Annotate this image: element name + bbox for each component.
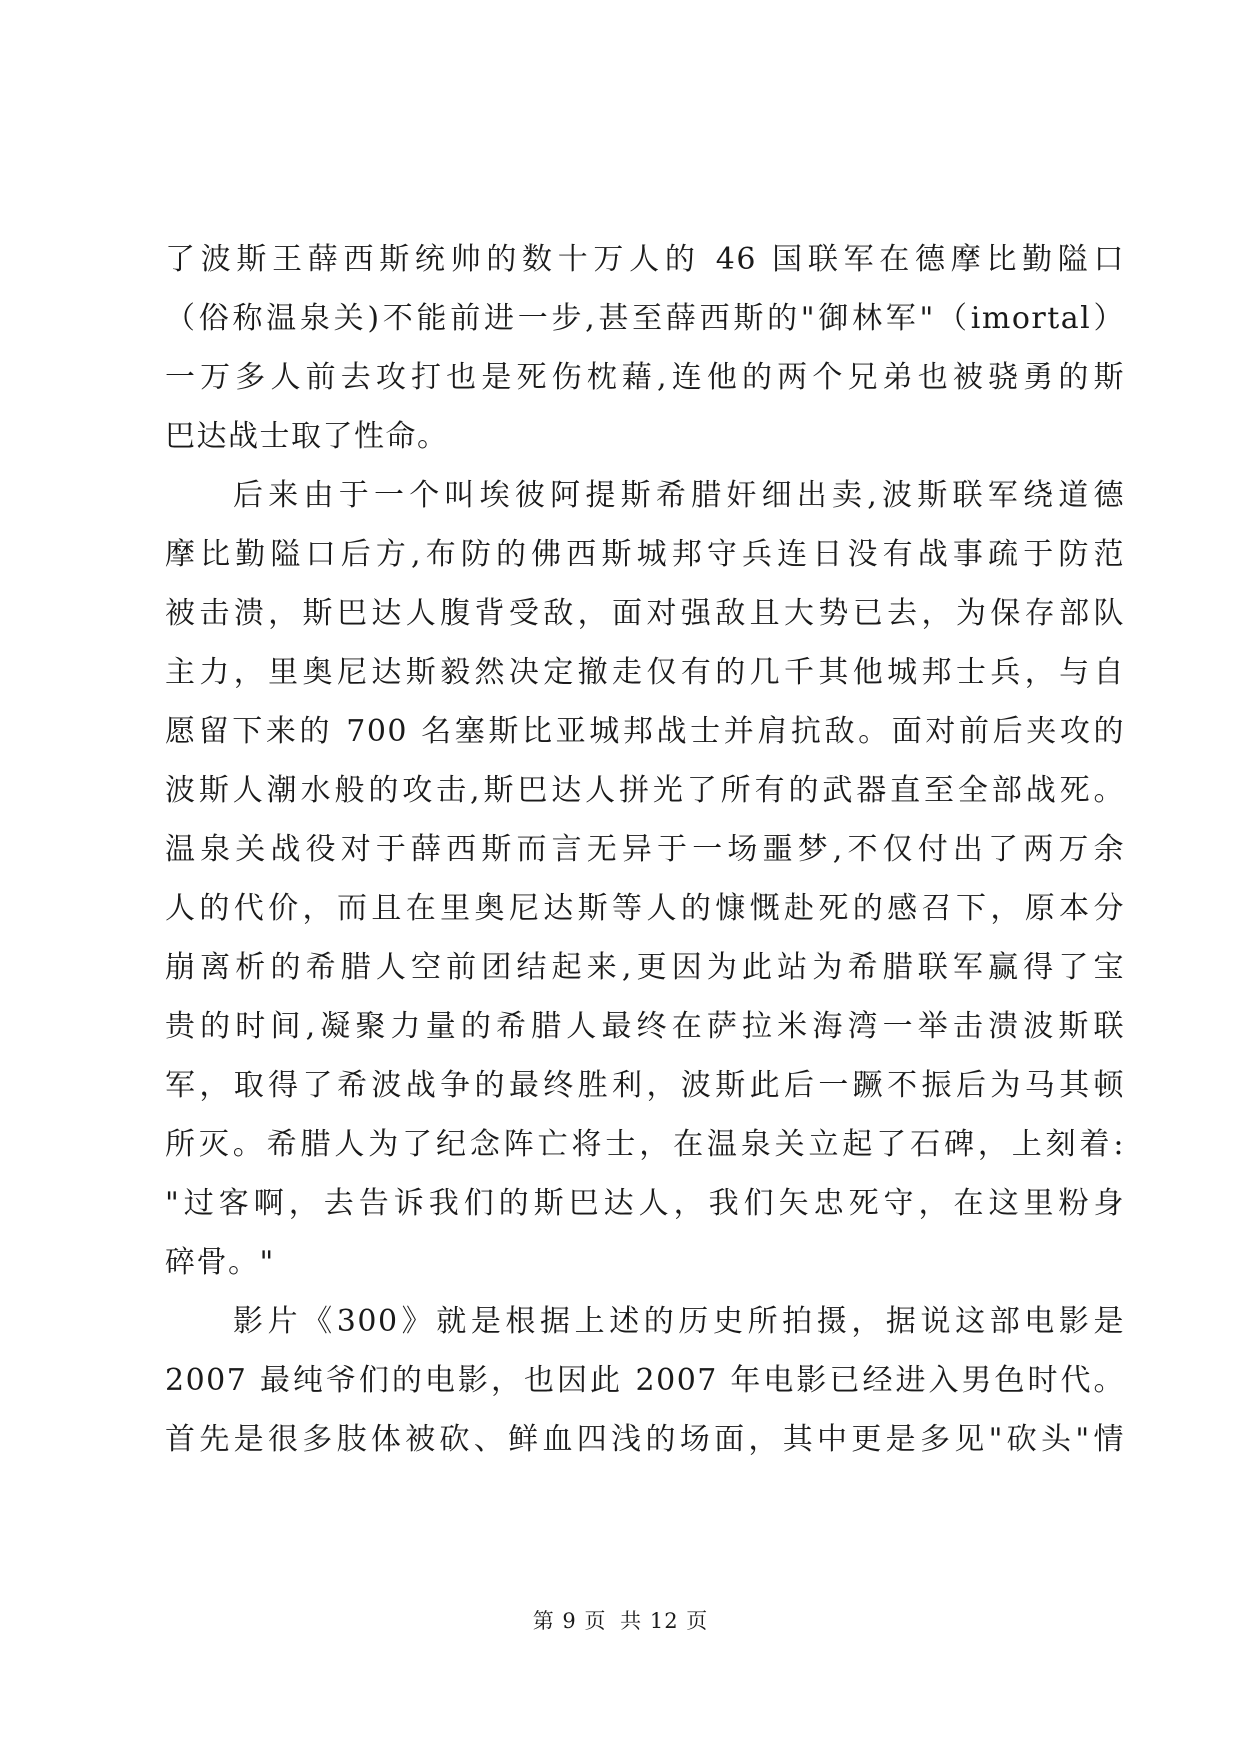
page-number: 第 9 页 (532, 1609, 607, 1633)
text-line: 军，取得了希波战争的最终胜利，波斯此后一蹶不振后为马其顿 (165, 1068, 1125, 1103)
page-total: 共 12 页 (620, 1609, 709, 1633)
text-line: 巴达战士取了性命。 (165, 419, 449, 454)
text-line: 摩比勤隘口后方,布防的佛西斯城邦守兵连日没有战事疏于防范 (165, 537, 1125, 572)
text-line: 被击溃，斯巴达人腹背受敌，面对强敌且大势已去，为保存部队 (165, 596, 1125, 631)
text-line: 崩离析的希腊人空前团结起来,更因为此站为希腊联军赢得了宝 (165, 950, 1125, 985)
text-line: 主力，里奥尼达斯毅然决定撤走仅有的几千其他城邦士兵，与自 (165, 655, 1125, 690)
text-line: 所灭。希腊人为了纪念阵亡将士，在温泉关立起了石碑，上刻着: (165, 1127, 1125, 1162)
text-line: 一万多人前去攻打也是死伤枕藉,连他的两个兄弟也被骁勇的斯 (165, 360, 1125, 395)
text-line: 2007 最纯爷们的电影，也因此 2007 年电影已经进入男色时代。 (165, 1363, 1125, 1398)
text-line: 后来由于一个叫埃彼阿提斯希腊奸细出卖,波斯联军绕道德 (233, 478, 1125, 513)
body-text (165, 230, 1125, 1469)
text-line: 人的代价，而且在里奥尼达斯等人的慷慨赴死的感召下，原本分 (165, 891, 1125, 926)
text-line: 影片《300》就是根据上述的历史所拍摄，据说这部电影是 (233, 1304, 1125, 1339)
text-line: "过客啊，去告诉我们的斯巴达人，我们矢忠死守，在这里粉身 (165, 1186, 1125, 1221)
page-footer (0, 1605, 1241, 1635)
text-line: 碎骨。" (165, 1245, 275, 1280)
text-line: 愿留下来的 700 名塞斯比亚城邦战士并肩抗敌。面对前后夹攻的 (165, 714, 1125, 749)
text-line: 温泉关战役对于薛西斯而言无异于一场噩梦,不仅付出了两万余 (165, 832, 1125, 867)
text-line: 了波斯王薛西斯统帅的数十万人的 46 国联军在德摩比勤隘口 (165, 242, 1125, 277)
text-line: （俗称温泉关)不能前进一步,甚至薛西斯的"御林军"（imortal） (165, 301, 1125, 336)
text-line: 首先是很多肢体被砍、鲜血四浅的场面，其中更是多见"砍头"情 (165, 1422, 1125, 1457)
text-line: 波斯人潮水般的攻击,斯巴达人拼光了所有的武器直至全部战死。 (165, 773, 1125, 808)
text-line: 贵的时间,凝聚力量的希腊人最终在萨拉米海湾一举击溃波斯联 (165, 1009, 1125, 1044)
